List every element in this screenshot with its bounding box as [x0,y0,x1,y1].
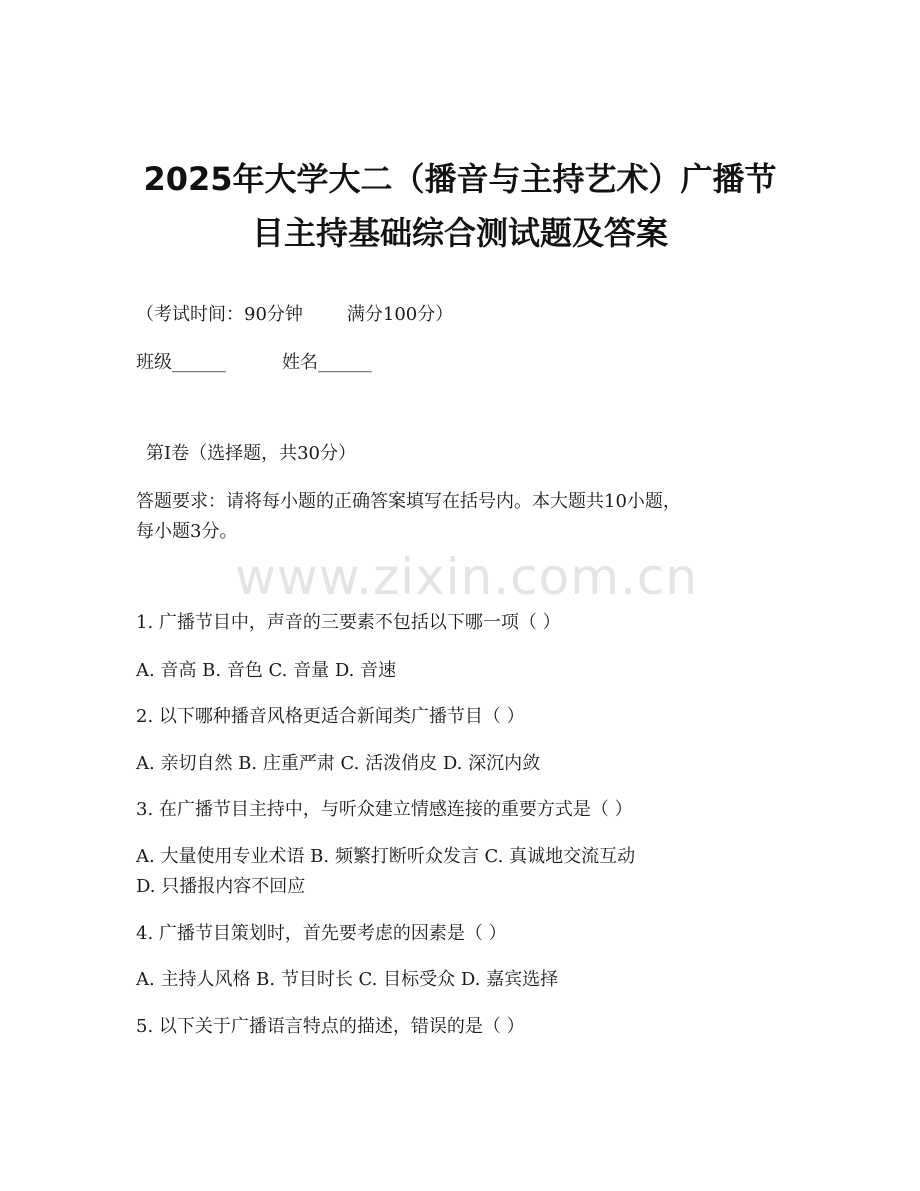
document-title [60,152,860,260]
name-field: 姓名______ [282,352,372,373]
exam-total-score: 满分100分） [346,304,454,325]
question-3-options-line-1: A. 大量使用专业术语 B. 频繁打断听众发言 C. 真诚地交流互动 [136,846,636,867]
question-2-options: A. 亲切自然 B. 庄重严肃 C. 活泼俏皮 D. 深沉内敛 [136,753,541,774]
title-line-1: 2025年大学大二（播音与主持艺术）广播节 [143,160,777,198]
exam-info [136,302,453,328]
question-4-stem: 4. 广播节目策划时，首先要考虑的因素是（ ） [136,923,507,944]
watermark: www.zixin.com.cn [235,548,699,606]
instructions-line-2: 每小题3分。 [136,521,238,542]
question-1-options: A. 音高 B. 音色 C. 音量 D. 音速 [136,660,397,681]
student-info [136,350,372,376]
question-2-stem: 2. 以下哪种播音风格更适合新闻类广播节目（ ） [136,706,525,727]
question-3-stem: 3. 在广播节目主持中，与听众建立情感连接的重要方式是（ ） [136,799,633,820]
question-1-stem: 1. 广播节目中，声音的三要素不包括以下哪一项（ ） [136,612,561,633]
question-3-options-line-2: D. 只播报内容不回应 [136,876,306,897]
title-line-2: 目主持基础综合测试题及答案 [251,214,668,252]
class-field: 班级______ [136,352,226,373]
question-5-stem: 5. 以下关于广播语言特点的描述，错误的是（ ） [136,1016,525,1037]
instructions-line-1: 答题要求：请将每小题的正确答案填写在括号内。本大题共10小题， [136,491,681,512]
question-4-options: A. 主持人风格 B. 节目时长 C. 目标受众 D. 嘉宾选择 [136,969,559,990]
exam-time: （考试时间：90分钟 [136,304,303,325]
section-heading: 第Ⅰ卷（选择题，共30分） [146,443,357,464]
